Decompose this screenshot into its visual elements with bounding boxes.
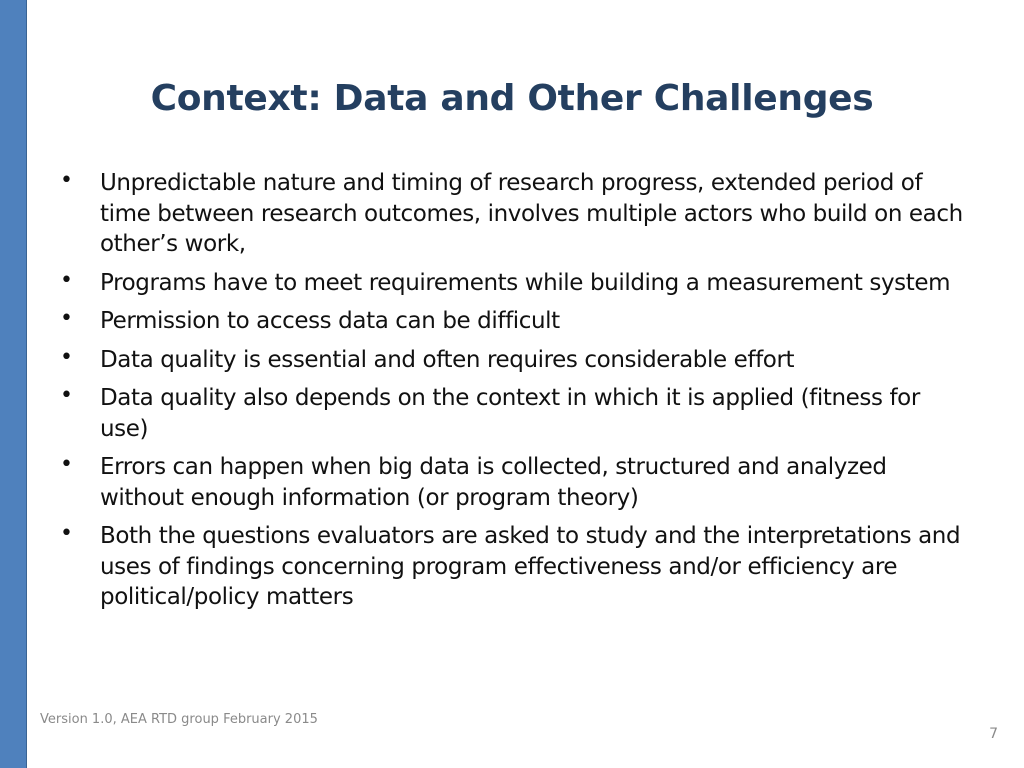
accent-bar <box>0 0 27 768</box>
bullet-item <box>56 521 966 613</box>
bullet-text: Data quality also depends on the context in which it is applied (fitness for use) <box>100 385 920 442</box>
bullet-icon: • <box>60 267 73 293</box>
bullet-icon: • <box>60 168 73 193</box>
bullet-icon: • <box>60 383 73 408</box>
bullet-list <box>56 168 966 621</box>
footer-text: Version 1.0, AEA RTD group February 2015 <box>40 712 318 727</box>
bullet-item <box>56 345 966 376</box>
bullet-icon: • <box>60 344 73 370</box>
bullet-item <box>56 383 966 444</box>
page-number: 7 <box>989 726 998 742</box>
bullet-icon: • <box>60 521 73 546</box>
bullet-text: Unpredictable nature and timing of research progress, extended period of time between research outcomes, involves multiple actors who build on each other’s work, <box>100 170 963 257</box>
bullet-item <box>56 268 966 299</box>
bullet-text: Errors can happen when big data is collected, structured and analyzed without enough information (or program theory) <box>100 454 887 511</box>
bullet-text: Programs have to meet requirements while building a measurement system <box>100 269 951 296</box>
bullet-text: Both the questions evaluators are asked to study and the interpretations and uses of findings concerning program effectiveness and/or efficiency are political/policy matters <box>100 523 961 610</box>
slide-title: Context: Data and Other Challenges <box>150 78 874 119</box>
bullet-icon: • <box>60 306 73 331</box>
bullet-icon: • <box>60 452 73 477</box>
bullet-item <box>56 452 966 513</box>
bullet-item <box>56 306 966 337</box>
bullet-item <box>56 168 966 260</box>
bullet-text: Permission to access data can be difficult <box>100 308 560 334</box>
bullet-text: Data quality is essential and often requires considerable effort <box>100 346 795 373</box>
